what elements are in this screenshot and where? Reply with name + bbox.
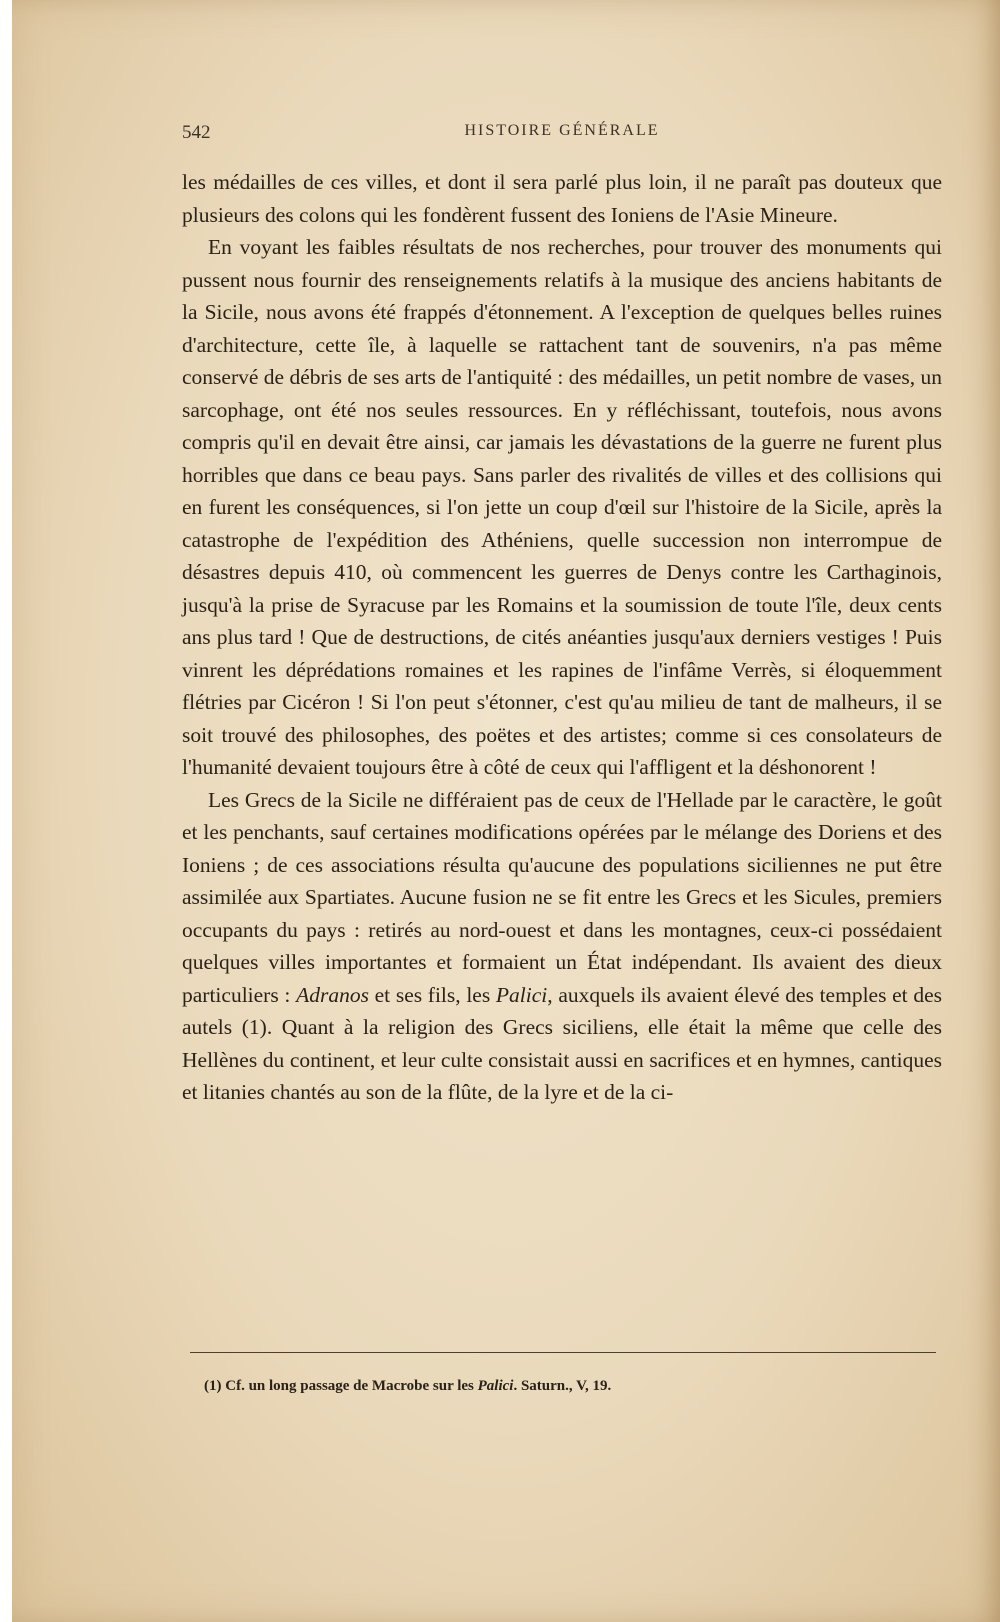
paragraph-3-mid: et ses fils, les (368, 982, 496, 1007)
paragraph-3-start: Les Grecs de la Sicile ne différaient pas de ceux de l'Hellade par le caractère, le goût et les penchants, sauf certaines modifications opérées par le mélange des Doriens et des Ioniens ; de ces associations résulta qu'aucune des populations siciliennes ne put être assimilée aux Spartiates. Aucune fusion ne se fit entre les Grecs et les Sicules, premiers occupants du pays : retirés au nord-ouest et dans les montagnes, ceux-ci possédaient quelques villes importantes et formaient un État indépendant. Ils avaient des dieux particuliers : (182, 787, 942, 1007)
body-text (182, 166, 942, 1109)
footnote-palici: Palici (477, 1378, 514, 1394)
footnote-start: (1) Cf. un long passage de Macrobe sur les (204, 1378, 478, 1394)
palici-term: Palici (495, 982, 548, 1007)
page-number: 542 (182, 122, 211, 143)
running-header (182, 122, 942, 150)
footnote-end: . Saturn., V, 19. (513, 1378, 612, 1394)
paragraph-2: En voyant les faibles résultats de nos recherches, pour trouver des monuments qui pussent nous fournir des renseignements relatifs à la musique des anciens habitants de la Sicile, nous avons été frappés d'étonnement. A l'exception de quelques belles ruines d'architecture, cette île, à laquelle se rattachent tant de souvenirs, n'a pas même conservé de débris de ses arts de l'antiquité : des médailles, un petit nombre de vases, un sarcophage, ont été nos seules ressources. En y réfléchissant, toutefois, nous avons compris qu'il en devait être ainsi, car jamais les dévastations de la guerre ne furent plus horribles que dans ce beau pays. Sans parler des rivalités de villes et des collisions qui en furent les conséquences, si l'on jette un coup d'œil sur l'histoire de la Sicile, après la catastrophe de l'expédition des Athéniens, quelle succession non interrompue de désastres depuis 410, où commencent les guerres de Denys contre les Carthaginois, jusqu'à la prise de Syracuse par les Romains et la soumission de toute l'île, deux cents ans plus tard ! Que de destructions, de cités anéanties jusqu'aux derniers vestiges ! Puis vinrent les déprédations romaines et les rapines de l'infâme Verrès, si éloquemment flétries par Cicéron ! Si l'on peut s'étonner, c'est qu'au milieu de tant de malheurs, il se soit trouvé des philosophes, des poëtes et des artistes; comme si ces consolateurs de l'humanité devaient toujours être à côté de ceux qui l'affligent et la déshonorent ! (182, 235, 942, 779)
running-title: HISTOIRE GÉNÉRALE (464, 122, 660, 139)
paragraph-1: les médailles de ces villes, et dont il sera parlé plus loin, il ne paraît pas douteux que plusieurs des colons qui les fondèrent fussent des Ioniens de l'Asie Mineure. (182, 170, 942, 227)
footnote (204, 1378, 944, 1395)
paragraph-3-end: , auxquels ils avaient élevé des temples et des autels (1). Quant à la religion des Grecs siciliens, elle était la même que celle des Hellènes du continent, et leur culte consistait aussi en sacrifices et en hymnes, cantiques et litanies chantés au son de la flûte, de la lyre et de la ci- (182, 982, 943, 1104)
paragraph-3 (182, 784, 942, 1109)
adranos-term: Adranos (296, 982, 369, 1007)
footnote-divider (190, 1352, 936, 1353)
book-page (12, 0, 1000, 1622)
